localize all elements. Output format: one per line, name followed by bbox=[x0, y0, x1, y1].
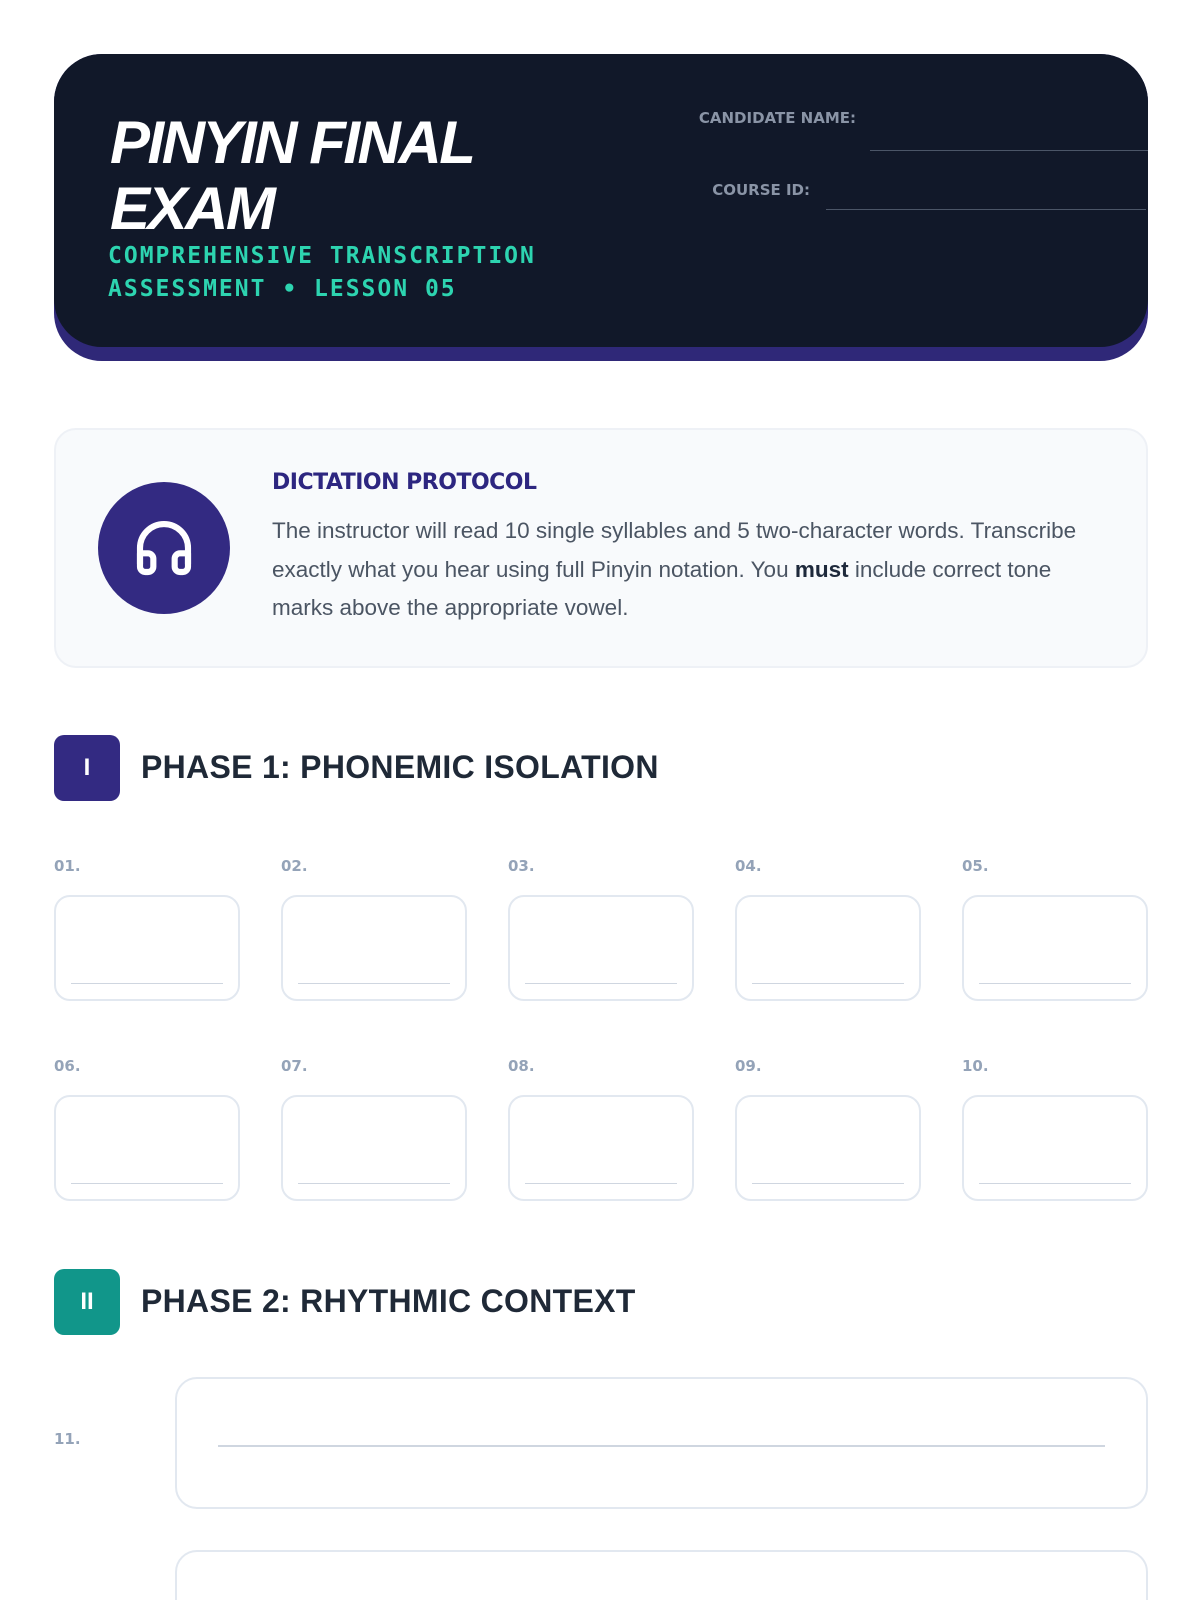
question-number: 04. bbox=[735, 857, 762, 875]
header-card bbox=[54, 54, 1148, 361]
protocol-title: DICTATION PROTOCOL bbox=[272, 470, 537, 495]
headphones-icon bbox=[98, 482, 230, 614]
candidate-name-field[interactable] bbox=[870, 150, 1148, 151]
answer-box-1[interactable] bbox=[54, 895, 240, 1001]
answer-line bbox=[752, 1183, 904, 1185]
answer-box-10[interactable] bbox=[962, 1095, 1148, 1201]
answer-box-5[interactable] bbox=[962, 895, 1148, 1001]
emphasis-must: must bbox=[794, 556, 849, 582]
answer-line bbox=[525, 983, 677, 985]
phase-2-title: PHASE 2: RHYTHMIC CONTEXT bbox=[141, 1283, 636, 1319]
question-number: 07. bbox=[281, 1057, 308, 1075]
answer-box-9[interactable] bbox=[735, 1095, 921, 1201]
answer-line bbox=[979, 983, 1131, 985]
question-number: 08. bbox=[508, 1057, 535, 1075]
question-number: 11. bbox=[54, 1430, 81, 1448]
question-number: 05. bbox=[962, 857, 989, 875]
question-number: 06. bbox=[54, 1057, 81, 1075]
exam-title: PINYIN FINAL EXAM bbox=[110, 109, 473, 242]
phase-1-badge: I bbox=[54, 735, 120, 801]
question-number: 10. bbox=[962, 1057, 989, 1075]
answer-line bbox=[298, 1183, 450, 1185]
answer-line bbox=[979, 1183, 1131, 1185]
answer-box-3[interactable] bbox=[508, 895, 694, 1001]
phase-1-title: PHASE 1: PHONEMIC ISOLATION bbox=[141, 749, 659, 785]
answer-box-8[interactable] bbox=[508, 1095, 694, 1201]
header-panel bbox=[54, 54, 1148, 347]
answer-box-7[interactable] bbox=[281, 1095, 467, 1201]
protocol-instructions: The instructor will read 10 single syllables and 5 two-character words. Transcribe exactly what you hear using full Pinyin notation. You must include correct tone marks above the appropriate vowel. bbox=[272, 518, 1077, 620]
answer-line bbox=[525, 1183, 677, 1185]
course-id-label: COURSE ID: bbox=[712, 181, 810, 199]
course-id-field[interactable] bbox=[826, 209, 1146, 210]
answer-line bbox=[71, 1183, 223, 1185]
answer-line bbox=[752, 983, 904, 985]
question-number: 02. bbox=[281, 857, 308, 875]
answer-box-4[interactable] bbox=[735, 895, 921, 1001]
phase-2-badge: II bbox=[54, 1269, 120, 1335]
answer-box-11[interactable] bbox=[175, 1377, 1148, 1509]
exam-subtitle: COMPREHENSIVE TRANSCRIPTION ASSESSMENT • LESSON 05 bbox=[108, 243, 536, 302]
answer-line bbox=[298, 983, 450, 985]
dictation-protocol-card bbox=[54, 428, 1148, 668]
answer-line bbox=[71, 983, 223, 985]
question-number: 03. bbox=[508, 857, 535, 875]
question-number: 09. bbox=[735, 1057, 762, 1075]
answer-line bbox=[218, 1445, 1105, 1447]
answer-box-6[interactable] bbox=[54, 1095, 240, 1201]
answer-box-2[interactable] bbox=[281, 895, 467, 1001]
question-number: 01. bbox=[54, 857, 81, 875]
answer-box-12[interactable] bbox=[175, 1550, 1148, 1600]
candidate-name-label: CANDIDATE NAME: bbox=[698, 109, 856, 127]
